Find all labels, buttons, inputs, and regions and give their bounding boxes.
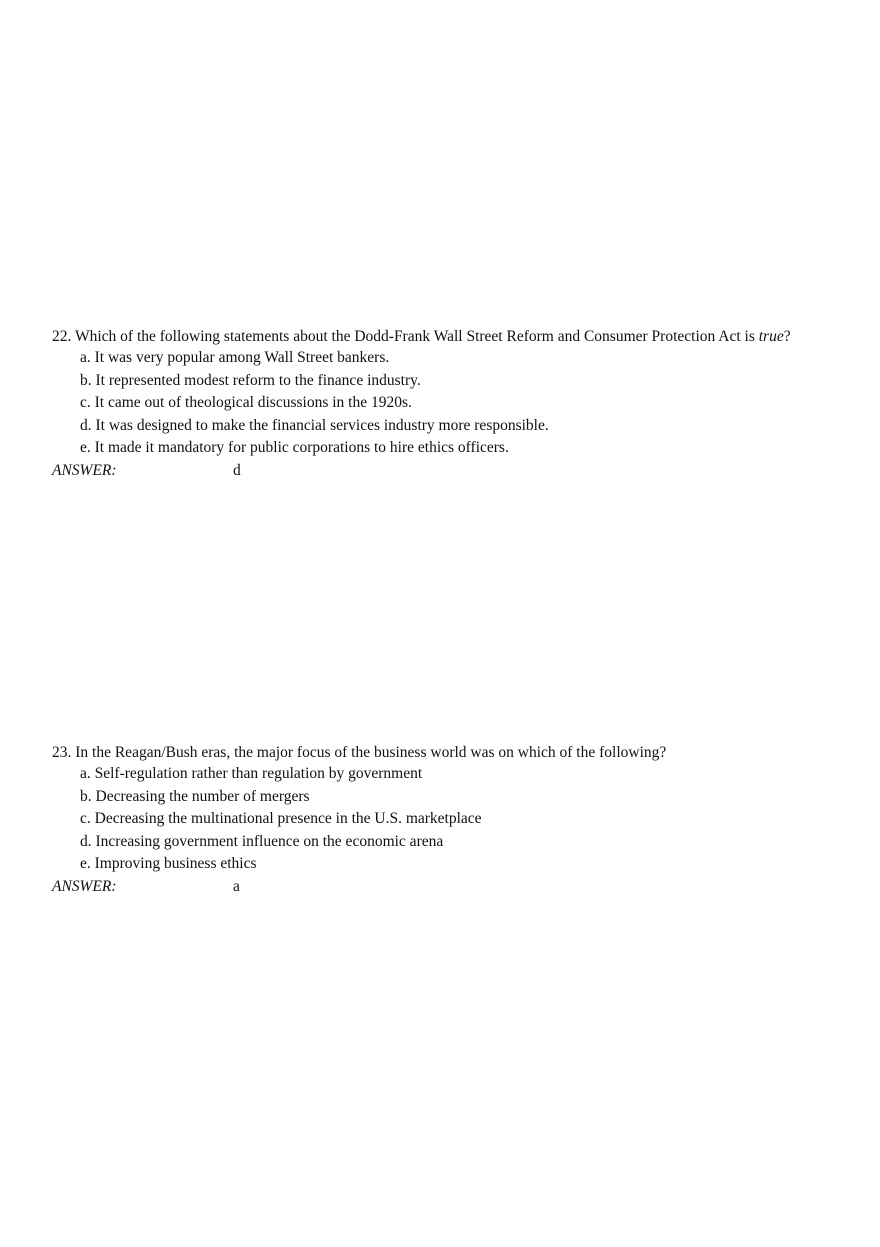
stem-emphasis: true xyxy=(758,328,784,345)
stem-punctuation: ? xyxy=(783,328,791,345)
option-a: a. Self-regulation rather than regulation by government xyxy=(80,765,423,782)
option-c: c. It came out of theological discussions in the 1920s. xyxy=(80,394,412,411)
question-stem xyxy=(52,326,852,347)
answer-label: ANSWER: xyxy=(52,461,117,479)
question-22 xyxy=(52,326,852,482)
option-b: b. It represented modest reform to the finance industry. xyxy=(80,371,421,389)
answer-value: d xyxy=(233,461,241,479)
answer-options xyxy=(52,347,852,460)
option-d: d. Increasing government influence on the economic arena xyxy=(80,832,444,850)
stem-text: 23. In the Reagan/Bush eras, the major focus of the business world was on which of the following? xyxy=(52,744,667,761)
answer-row xyxy=(52,460,852,482)
option-e: e. Improving business ethics xyxy=(80,855,257,872)
answer-value: a xyxy=(233,877,240,895)
answer-row xyxy=(52,876,852,898)
option-d: d. It was designed to make the financial services industry more responsible. xyxy=(80,416,549,434)
option-b: b. Decreasing the number of mergers xyxy=(80,787,310,805)
stem-text: 22. Which of the following statements about the Dodd-Frank Wall Street Reform and Consumer Protection Act is xyxy=(52,328,759,345)
answer-label: ANSWER: xyxy=(52,877,117,895)
question-stem xyxy=(52,742,852,763)
option-c: c. Decreasing the multinational presence in the U.S. marketplace xyxy=(80,810,482,827)
option-e: e. It made it mandatory for public corporations to hire ethics officers. xyxy=(80,439,509,456)
question-23 xyxy=(52,742,852,898)
answer-options xyxy=(52,763,852,876)
option-a: a. It was very popular among Wall Street bankers. xyxy=(80,349,390,366)
